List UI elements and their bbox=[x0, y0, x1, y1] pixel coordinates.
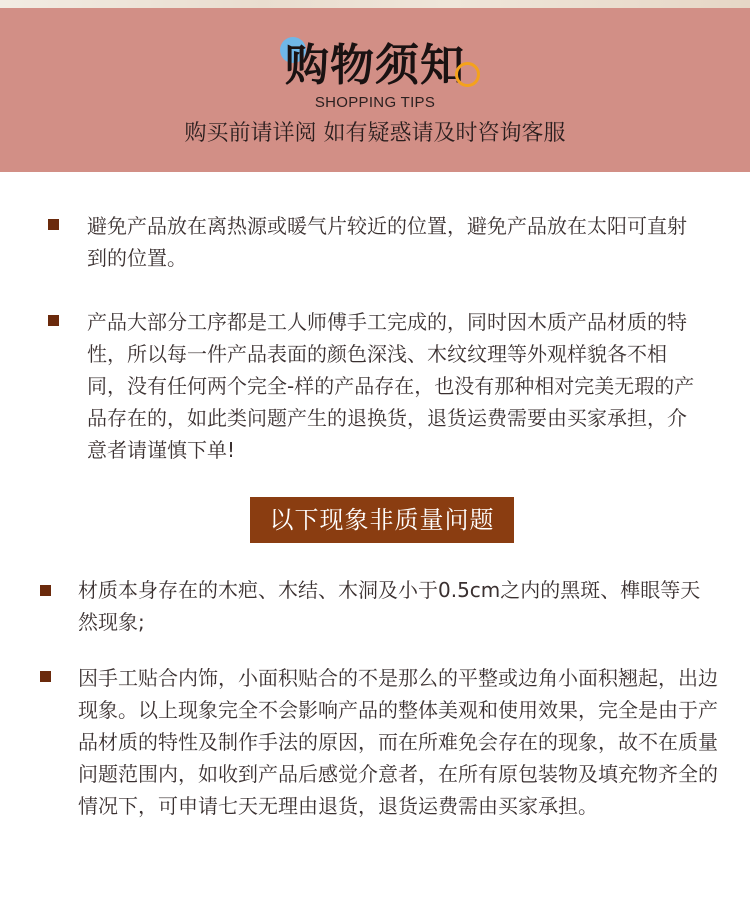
bullet-icon bbox=[40, 585, 51, 596]
tip-item: 产品大部分工序都是工人师傅手工完成的，同时因木质产品材质的特性，所以每一件产品表面的颜色深浅、木纹纹理等外观样貌各不相同，没有任何两个完全-样的产品存在，也没有那种相对完美无瑕的产品存在的，如此类问题产生的退换货，退货运费需要由买家承担，介意者请谨慎下单! bbox=[87, 310, 695, 462]
non-quality-item: 因手工贴合内饰，小面积贴合的不是那么的平整或边角小面积翘起，出边现象。以上现象完全不会影响产品的整体美观和使用效果，完全是由于产品材质的特性及制作手法的原因，而在所难免会存在的现象，故不在质量问题范围内，如收到产品后感觉介意者，在所有原包装物及填充物齐全的情况下，可申请七天无理由退货，退货运费需由买家承担。 bbox=[78, 666, 718, 818]
orange-ring-decoration bbox=[455, 62, 480, 87]
non-quality-item: 材质本身存在的木疤、木结、木洞及小于0.5cm之内的黑斑、榫眼等天然现象; bbox=[78, 578, 701, 634]
bullet-icon bbox=[40, 671, 51, 682]
top-photo-strip bbox=[0, 0, 750, 8]
non-quality-banner: 以下现象非质量问题 bbox=[250, 497, 514, 543]
tip-item: 避免产品放在离热源或暖气片较近的位置，避免产品放在太阳可直射到的位置。 bbox=[87, 214, 687, 270]
bullet-icon bbox=[48, 315, 59, 326]
bullet-icon bbox=[48, 219, 59, 230]
page-subtitle: SHOPPING TIPS bbox=[314, 94, 436, 111]
page-title: 购物须知 bbox=[285, 40, 465, 91]
header-note: 购买前请详阅 如有疑惑请及时咨询客服 bbox=[184, 121, 566, 146]
